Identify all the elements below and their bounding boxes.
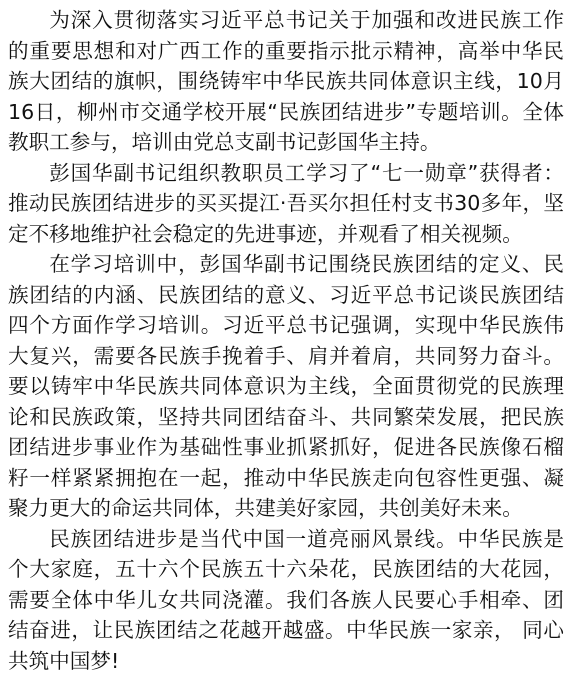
paragraph-conclusion: 民族团结进步是当代中国一道亮丽风景线。中华民族是个大家庭，五十六个民族五十六朵花，民族团结的大花园，需要全体中华儿女共同浇灌。我们各族人民要心手相牵、团结奋进，让民族团结之花越开越盛。中华民族一家亲， 同心共筑中国梦! xyxy=(8,524,564,676)
paragraph-study-model: 彭国华副书记组织教职员工学习了“七一勋章”获得者：推动民族团结进步的买买提江·吾买尔担任村支书30多年，坚定不移地维护社会稳定的先进事迹，并观看了相关视频。 xyxy=(8,158,564,250)
paragraph-intro: 为深入贯彻落实习近平总书记关于加强和改进民族工作的重要思想和对广西工作的重要指示批示精神，高举中华民族大团结的旗帜，围绕铸牢中华民族共同体意识主线，10月16日，柳州市交通学校开展“民族团结进步”专题培训。全体教职工参与，培训由党总支副书记彭国华主持。 xyxy=(8,0,564,158)
paragraph-training-content: 在学习培训中，彭国华副书记围绕民族团结的定义、民族团结的内涵、民族团结的意义、习近平总书记谈民族团结四个方面作学习培训。习近平总书记强调，实现中华民族伟大复兴，需要各民族手挽着手、肩并着肩，共同努力奋斗。要以铸牢中华民族共同体意识为主线，全面贯彻党的民族理论和民族政策，坚持共同团结奋斗、共同繁荣发展，把民族团结进步事业作为基础性事业抓紧抓好，促进各民族像石榴籽一样紧紧拥抱在一起，推动中华民族走向包容性更强、凝聚力更大的命运共同体，共建美好家园，共创美好未来。 xyxy=(8,249,564,524)
